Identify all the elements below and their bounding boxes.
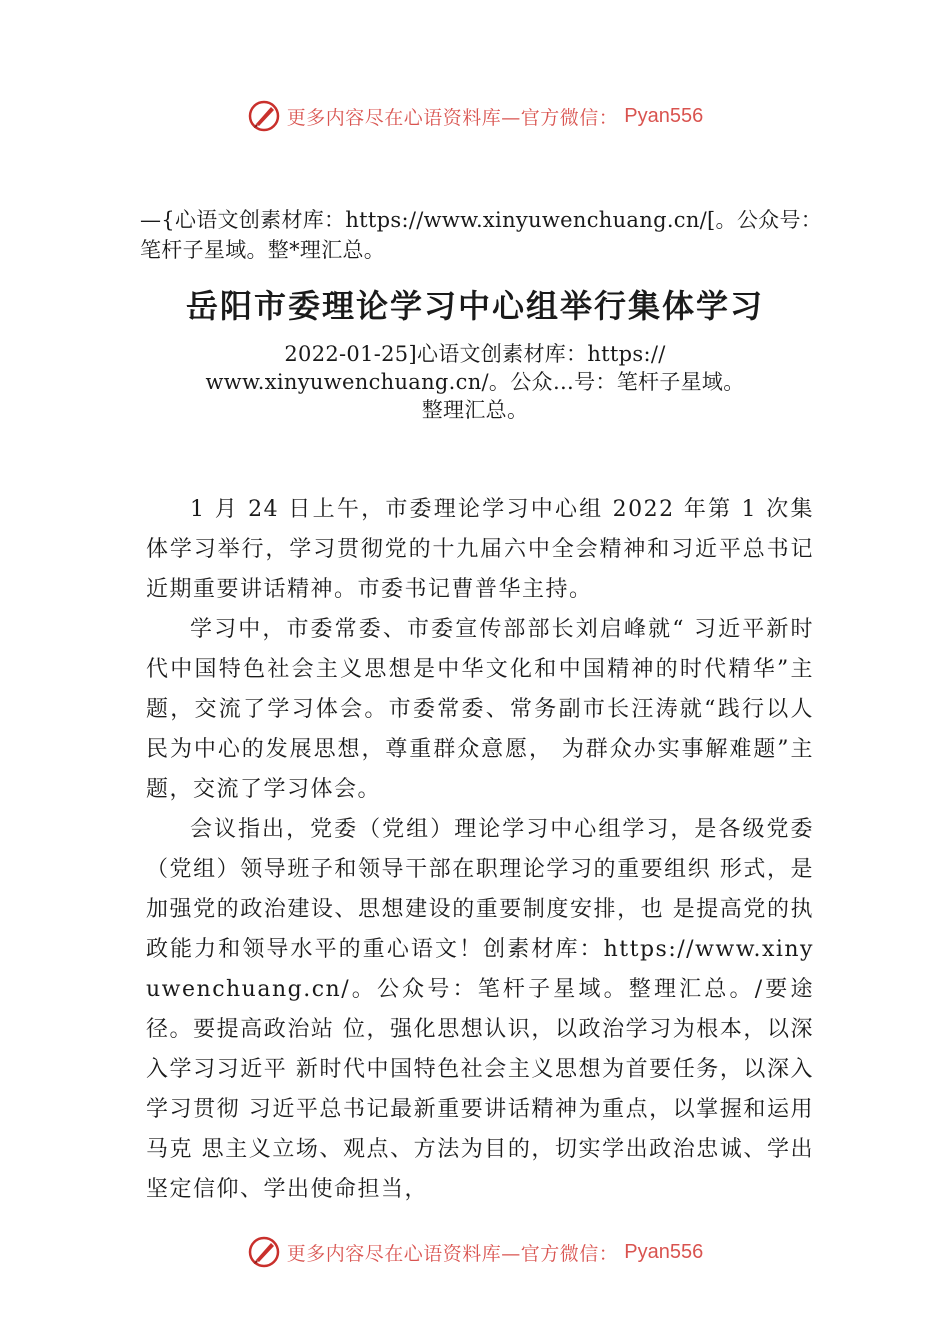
- article-meta: [160, 340, 790, 424]
- meta-line: 2022-01-25]心语文创素材库：https://: [284, 342, 666, 366]
- header-banner: [0, 96, 950, 136]
- paragraph: 会议指出，党委（党组）理论学习中心组学习，是各级党委（党组）领导班子和领导干部在职理论学习的重要组织 形式，是加强党的政治建设、思想建设的重要制度安排，也 是提高党的执政能力和领导水平的重心语文！创素材库：https://www.xinyuwenchuang.cn/。公众号：笔杆子星域。整理汇总。/要途径。要提高政治站 位，强化思想认识，以政治学习为根本，以深入学习习近平 新时代中国特色社会主义思想为首要任务，以深入学习贯彻 习近平总书记最新重要讲话精神为重点，以掌握和运用马克 思主义立场、观点、方法为目的，切实学出政治忠诚、学出 坚定信仰、学出使命担当，: [146, 817, 814, 1202]
- paragraph: 1 月 24 日上午，市委理论学习中心组 2022 年第 1 次集体学习举行，学习贯彻党的十九届六中全会精神和习近平总书记近期重要讲话精神。市委书记曹普华主持。: [146, 497, 814, 602]
- page-title: 岳阳市委理论学习中心组举行集体学习: [185, 287, 764, 325]
- banner-text: 更多内容尽在心语资料库—官方微信：: [286, 1242, 619, 1265]
- meta-line: 整理汇总。: [421, 398, 529, 422]
- paragraph: 学习中，市委常委、市委宣传部部长刘启峰就“ 习近平新时代中国特色社会主义思想是中华文化和中国精神的时代精华”主题，交流了学习体会。市委常委、常务副市长汪涛就“践行以人民为中心的发展思想，尊重群众意愿， 为群众办实事解难题”主题，交流了学习体会。: [146, 617, 814, 802]
- footer-banner: [0, 1232, 950, 1272]
- source-line: —{心语文创素材库：https://www.xinyuwenchuang.cn/[。公众号：笔杆子星域。整*理汇总。: [140, 208, 823, 262]
- quill-pen-logo-icon: [247, 1235, 281, 1269]
- banner-account: Pyan556: [624, 1240, 704, 1263]
- meta-line: www.xinyuwenchuang.cn/。公众…号：笔杆子星域。: [205, 370, 745, 394]
- quill-pen-logo-icon: [247, 99, 281, 133]
- banner-text: 更多内容尽在心语资料库—官方微信：: [286, 106, 619, 129]
- banner-account: Pyan556: [624, 104, 704, 127]
- article-body: [146, 490, 814, 1210]
